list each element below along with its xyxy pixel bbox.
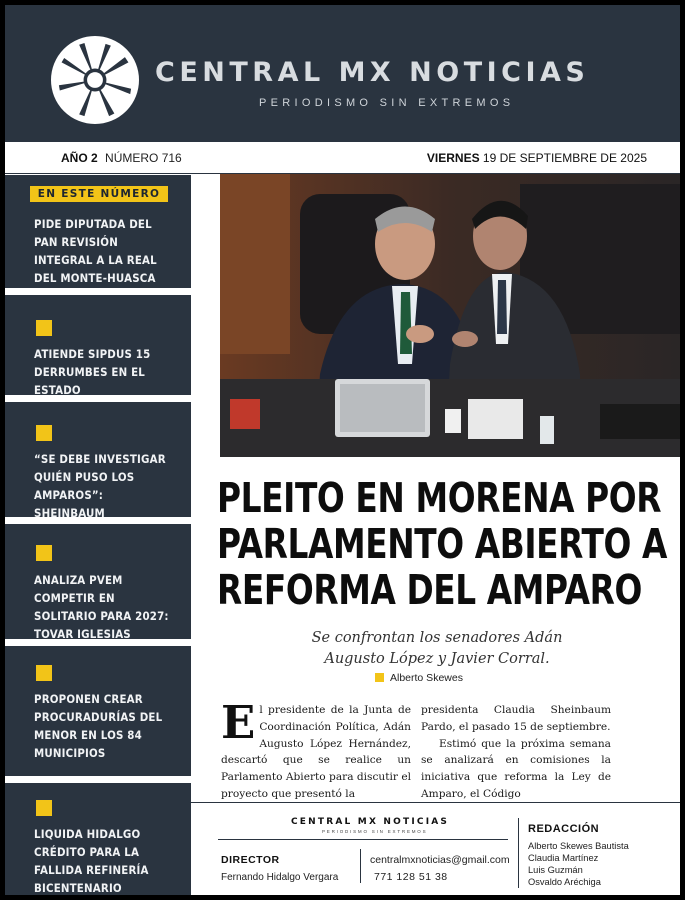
byline — [375, 672, 463, 684]
lead-subhead-line: Se confrontan los senadores Adán — [311, 630, 563, 646]
contact-phone[interactable]: 771 128 51 38 — [374, 871, 448, 883]
yellow-square-marker — [36, 665, 52, 681]
lead-headline-line: PLEITO EN MORENA POR — [217, 474, 662, 522]
yellow-square-marker — [36, 800, 52, 816]
yellow-square-marker — [36, 545, 52, 561]
sidebar-item-4[interactable] — [5, 524, 191, 639]
sidebar-item-headline: ANALIZA PVEM COMPETIR EN SOLITARIO PARA 2027: TOVAR IGLESIAS — [34, 573, 169, 641]
issue-bar — [5, 142, 680, 174]
sidebar-item-headline: PIDE DIPUTADA DEL PAN REVISIÓN INTEGRAL A LA REAL DEL MONTE-HUASCA — [34, 217, 157, 285]
article-column-1 — [221, 696, 411, 803]
sidebar-item-headline: PROPONEN CREAR PROCURADURÍAS DEL MENOR EN LOS 84 MUNICIPIOS — [34, 692, 163, 760]
redaccion-name: Osvaldo Aréchiga — [528, 877, 601, 887]
sidebar-in-this-issue — [5, 175, 191, 895]
issue-number: NÚMERO 716 — [105, 151, 182, 165]
issue-info — [61, 151, 182, 165]
article-text: presidenta Claudia Sheinbaum Pardo, el pasado 15 de septiembre. — [421, 704, 611, 733]
yellow-square-marker — [36, 425, 52, 441]
section-label: EN ESTE NÚMERO — [30, 186, 168, 202]
director-label: DIRECTOR — [221, 854, 280, 866]
brand-tagline: PERIODISMO SIN EXTREMOS — [259, 97, 515, 109]
director-name: Fernando Hidalgo Vergara — [221, 872, 339, 883]
sidebar-item-6[interactable] — [5, 783, 191, 895]
contact-email[interactable]: centralmxnoticias@gmail.com — [370, 854, 510, 866]
yellow-square-marker — [36, 320, 52, 336]
newspaper-cover — [5, 5, 680, 895]
issue-year: AÑO 2 — [61, 151, 98, 165]
footer-credits — [191, 802, 680, 895]
lead-headline-line: REFORMA DEL AMPARO — [217, 566, 642, 614]
redaccion-name: Alberto Skewes Bautista — [528, 841, 629, 851]
lead-photo — [220, 174, 680, 457]
lead-subhead-line: Augusto López y Javier Corral. — [324, 651, 550, 667]
footer-brand-name: CENTRAL MX NOTICIAS — [291, 817, 450, 827]
issue-date-text: 19 DE SEPTIEMBRE DE 2025 — [482, 151, 647, 165]
lead-headline-line: PARLAMENTO ABIERTO A — [217, 520, 667, 568]
sidebar-item-2[interactable] — [5, 295, 191, 395]
masthead — [5, 5, 680, 142]
sidebar-item-5[interactable] — [5, 646, 191, 776]
footer-divider — [218, 839, 508, 840]
sidebar-item-headline: ATIENDE SIPDUS 15 DERRUMBES EN EL ESTADO — [34, 347, 151, 397]
footer-divider — [518, 818, 519, 888]
redaccion-names — [528, 840, 629, 888]
brand-name: CENTRAL MX NOTICIAS — [155, 57, 590, 88]
footer-divider — [360, 849, 361, 883]
sidebar-item-3[interactable] — [5, 402, 191, 520]
camera-aperture-icon — [51, 36, 139, 124]
article-text: l presidente de la Junta de Coordinación Política, Adán Augusto López Hernández, descartó que se realice un Parlamento Abierto para discutir el proyecto que presentó la — [221, 704, 411, 800]
byline-author: Alberto Skewes — [390, 672, 463, 684]
redaccion-name: Luis Guzmán — [528, 865, 583, 875]
redaccion-label: REDACCIÓN — [528, 823, 600, 835]
drop-cap: E — [221, 696, 256, 749]
yellow-square-marker — [375, 673, 384, 682]
sidebar-item-1[interactable] — [5, 175, 191, 288]
lead-headline[interactable] — [217, 474, 667, 614]
issue-weekday: VIERNES — [426, 151, 480, 165]
article-column-2 — [421, 702, 611, 803]
footer-tagline: PERIODISMO SIN EXTREMOS — [322, 829, 428, 834]
article-text: Estimó que la próxima semana se analizará en comisiones la iniciativa que reforma la Ley de Amparo, el Código — [421, 737, 611, 800]
sidebar-item-headline: “SE DEBE INVESTIGAR QUIÉN PUSO LOS AMPAROS”: SHEINBAUM — [34, 452, 166, 520]
lead-subhead — [237, 628, 637, 670]
redaccion-name: Claudia Martínez — [528, 853, 599, 863]
sidebar-item-headline: LIQUIDA HIDALGO CRÉDITO PARA LA FALLIDA REFINERÍA BICENTENARIO — [34, 827, 149, 895]
issue-date — [427, 151, 647, 165]
